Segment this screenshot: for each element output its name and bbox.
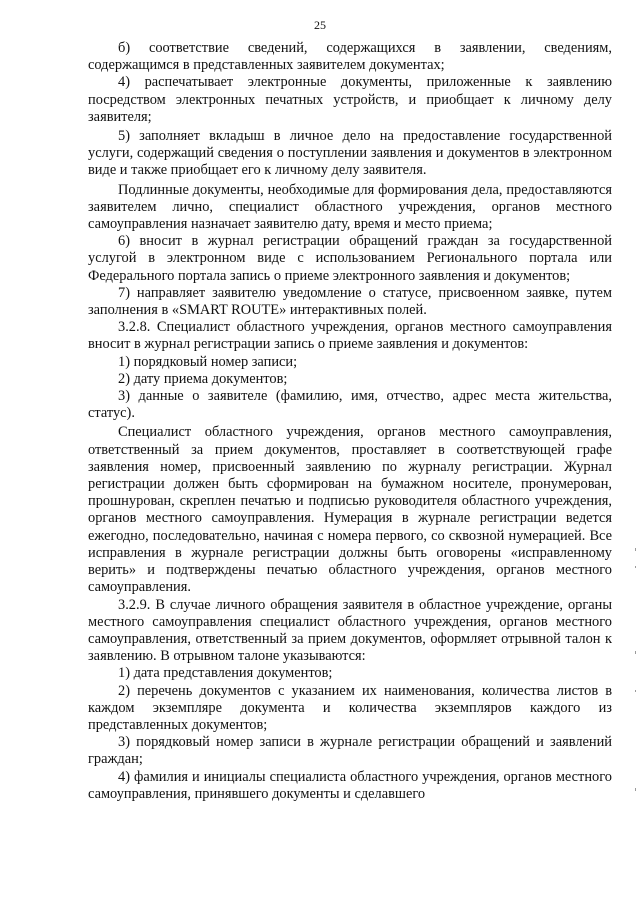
scan-artifact-mark [635,690,636,692]
document-body [88,40,612,803]
paragraph-b-correspondence: б) соответствие сведений, содержащихся в заявлении, сведениям, содержащимся в представленных заявителем документах; [88,40,612,74]
scan-artifact-mark [635,788,636,791]
list-item-submission-date: 1) дата представления документов; [118,665,333,682]
scan-artifact-mark [635,651,636,654]
paragraph-item-4-print-documents: 4) распечатывает электронные документы, приложенные к заявлению посредством электронных печатных устройств, и приобщает к личному делу заявителя; [88,74,612,125]
scan-artifact-mark [635,566,636,568]
list-item-registration-number: 3) порядковый номер записи в журнале регистрации обращений и заявлений граждан; [88,734,612,768]
paragraph-journal-requirements: Специалист областного учреждения, органов местного самоуправления, ответственный за прием документов, проставляет в соответствующей графе заявления номер, присвоенный заявлению по журналу регистрации. Журнал регистрации должен быть сформирован на бумажном носителе, пронумерован, прошнурован, скреплен печатью и подписью руководителя областного учреждения, органов местного самоуправления. Нумерация в журнале регистрации ведется ежегодно, последовательно, начиная с номера первого, со сквозной нумерацией. Все исправления в журнале регистрации должны быть оговорены «исправленному верить» и подтверждены печатью областного учреждения, органов местного самоуправления. [88,424,612,596]
page-number: 25 [314,18,326,32]
paragraph-item-5-insert: 5) заполняет вкладыш в личное дело на предоставление государственной услуги, содержащий сведения о поступлении заявления и документов в электронном виде и также приобщает его к личному делу заявителя. [88,128,612,179]
paragraph-original-documents: Подлинные документы, необходимые для формирования дела, предоставляются заявителем лично, специалист областного учреждения, органов местного самоуправления назначает заявителю дату, время и место приема; [88,181,612,233]
list-item-reception-date: 2) дату приема документов; [118,370,288,387]
paragraph-3-2-9: 3.2.9. В случае личного обращения заявителя в областное учреждение, органы местного самоуправления специалист областного учреждения, органов местного самоуправления, ответственный за прием документов, оформляет отрывной талон к заявлению. В отрывном талоне указываются: [88,596,612,665]
list-item-document-list: 2) перечень документов с указанием их наименования, количества листов в каждом экземпляре документа и количества экземпляров каждого из представленных документов; [88,682,612,733]
list-item-specialist-name: 4) фамилия и инициалы специалиста областного учреждения, органов местного самоуправления, принявшего документы и сделавшего [88,768,612,802]
paragraph-item-7-notification: 7) направляет заявителю уведомление о статусе, присвоенном заявке, путем заполнения в «SMART ROUTE» интерактивных полей. [88,284,612,319]
scan-artifact-mark [635,548,636,551]
list-item-record-number: 1) порядковый номер записи; [118,353,298,370]
paragraph-item-6-journal: 6) вносит в журнал регистрации обращений граждан за государственной услугой в электронном виде с использованием Регионального портала или Федерального портала запись о приеме электронного заявления и документов; [88,233,612,284]
list-item-applicant-data: 3) данные о заявителе (фамилию, имя, отчество, адрес места жительства, статус). [88,388,612,422]
paragraph-3-2-8: 3.2.8. Специалист областного учреждения, органов местного самоуправления вносит в журнал регистрации запись о приеме заявления и документов: [88,319,612,353]
